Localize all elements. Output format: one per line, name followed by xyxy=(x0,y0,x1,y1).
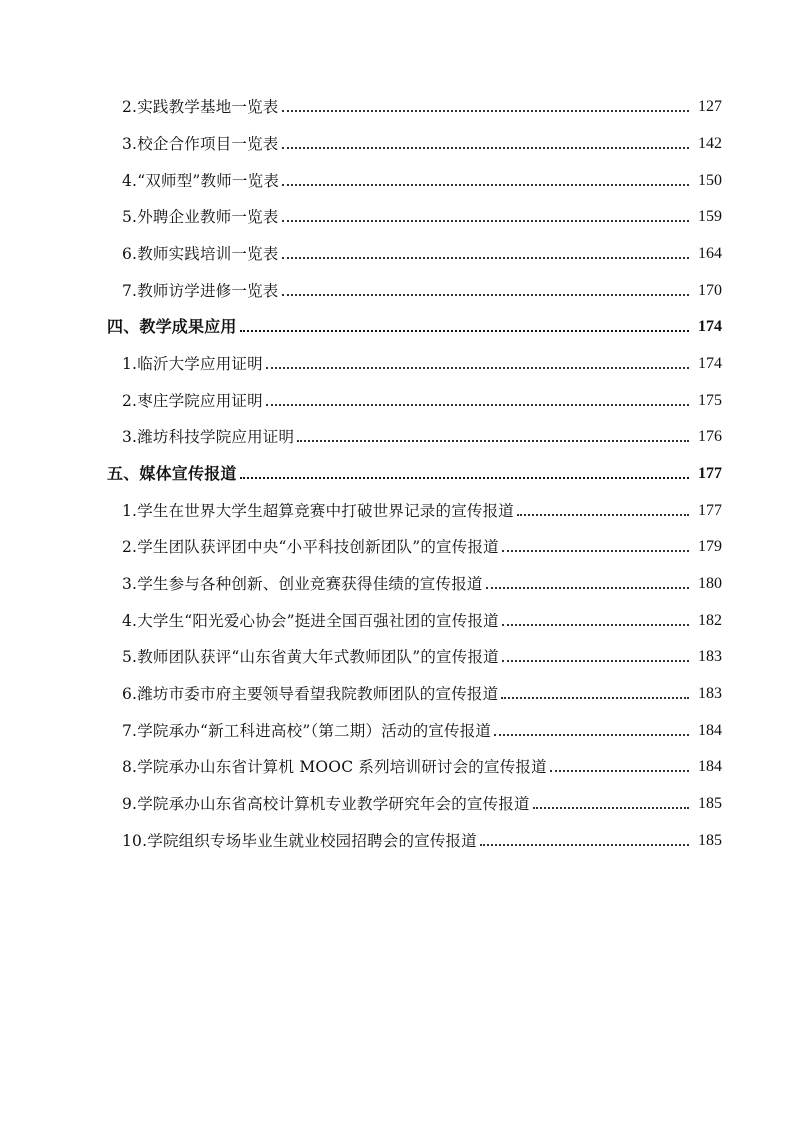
toc-entry-page: 174 xyxy=(698,355,722,372)
toc-entry[interactable] xyxy=(0,276,799,306)
dot-leader xyxy=(266,403,689,406)
toc-entry-title: 2.实践教学基地一览表 xyxy=(122,98,279,116)
toc-entry[interactable] xyxy=(0,826,799,856)
toc-section[interactable] xyxy=(0,312,799,342)
toc-entry-title: 5.外聘企业教师一览表 xyxy=(122,208,279,226)
toc-entry[interactable] xyxy=(0,239,799,269)
toc-entry-page: 150 xyxy=(698,172,722,189)
toc-entry[interactable] xyxy=(0,496,799,526)
toc-entry[interactable] xyxy=(0,532,799,562)
dot-leader xyxy=(480,843,689,846)
toc-entry[interactable] xyxy=(0,166,799,196)
toc-entry-title: 9.学院承办山东省高校计算机专业教学研究年会的宣传报道 xyxy=(122,795,530,813)
dot-leader xyxy=(282,293,690,296)
toc-entry-page: 185 xyxy=(698,832,722,849)
toc-entry[interactable] xyxy=(0,129,799,159)
toc-entry[interactable] xyxy=(0,716,799,746)
dot-leader xyxy=(517,513,689,516)
toc-entry[interactable] xyxy=(0,679,799,709)
toc-entry-title: 4.大学生“阳光爱心协会”挺进全国百强社团的宣传报道 xyxy=(122,612,499,630)
toc-section-title: 五、媒体宣传报道 xyxy=(107,464,237,483)
toc-entry-page: 176 xyxy=(698,428,722,445)
toc-entry[interactable] xyxy=(0,386,799,416)
toc-entry-page: 142 xyxy=(698,135,722,152)
toc-entry-page: 184 xyxy=(698,722,722,739)
dot-leader xyxy=(282,219,690,222)
toc-entry-page: 127 xyxy=(698,98,722,115)
toc-entry[interactable] xyxy=(0,349,799,379)
toc-entry-page: 183 xyxy=(698,648,722,665)
toc-entry-page: 180 xyxy=(698,575,722,592)
toc-entry[interactable] xyxy=(0,569,799,599)
toc-entry[interactable] xyxy=(0,202,799,232)
dot-leader xyxy=(550,769,689,772)
toc-entry[interactable] xyxy=(0,789,799,819)
toc-entry-page: 164 xyxy=(698,245,722,262)
toc-entry-page: 185 xyxy=(698,795,722,812)
dot-leader xyxy=(282,183,689,186)
dot-leader xyxy=(486,586,689,589)
toc-entry-page: 184 xyxy=(698,758,722,775)
dot-leader xyxy=(494,733,689,736)
toc-entry-title: 8.学院承办山东省计算机 MOOC 系列培训研讨会的宣传报道 xyxy=(122,758,547,776)
dot-leader xyxy=(282,109,690,112)
toc-entry-page: 179 xyxy=(698,538,722,555)
dot-leader xyxy=(501,696,689,699)
toc-entry-title: 7.学院承办“新工科进高校”（第二期）活动的宣传报道 xyxy=(122,722,492,740)
dot-leader xyxy=(282,146,690,149)
toc-entry-title: 1.学生在世界大学生超算竞赛中打破世界记录的宣传报道 xyxy=(122,502,514,520)
toc-section-title: 四、教学成果应用 xyxy=(107,317,237,336)
dot-leader xyxy=(502,659,689,662)
toc-entry-page: 177 xyxy=(698,502,722,519)
toc-entry-title: 3.潍坊科技学院应用证明 xyxy=(122,428,295,446)
toc-section-page: 174 xyxy=(698,318,722,335)
toc-entry-title: 10.学院组织专场毕业生就业校园招聘会的宣传报道 xyxy=(122,832,477,850)
dot-leader xyxy=(266,366,689,369)
toc-entry-page: 182 xyxy=(698,612,722,629)
toc-entry-page: 175 xyxy=(698,392,722,409)
toc-section-page: 177 xyxy=(698,465,722,482)
toc-entry-page: 183 xyxy=(698,685,722,702)
toc-entry-title: 3.学生参与各种创新、创业竞赛获得佳绩的宣传报道 xyxy=(122,575,483,593)
dot-leader xyxy=(282,256,690,259)
toc-entry-page: 170 xyxy=(698,282,722,299)
dot-leader xyxy=(240,476,689,479)
dot-leader xyxy=(297,439,689,442)
dot-leader xyxy=(533,806,689,809)
toc-entry[interactable] xyxy=(0,606,799,636)
dot-leader xyxy=(502,623,689,626)
toc-entry-title: 2.枣庄学院应用证明 xyxy=(122,392,263,410)
dot-leader xyxy=(240,329,689,332)
toc-entry-title: 6.潍坊市委市府主要领导看望我院教师团队的宣传报道 xyxy=(122,685,499,703)
toc-entry-title: 1.临沂大学应用证明 xyxy=(122,355,263,373)
toc-entry-page: 159 xyxy=(698,208,722,225)
toc-entry-title: 2.学生团队获评团中央“小平科技创新团队”的宣传报道 xyxy=(122,538,499,556)
toc-entry-title: 6.教师实践培训一览表 xyxy=(122,245,279,263)
toc-entry[interactable] xyxy=(0,92,799,122)
dot-leader xyxy=(502,549,689,552)
toc-entry-title: 5.教师团队获评“山东省黄大年式教师团队”的宣传报道 xyxy=(122,648,499,666)
toc-entry[interactable] xyxy=(0,422,799,452)
toc-entry-title: 7.教师访学进修一览表 xyxy=(122,282,279,300)
toc-entry-title: 4.“双师型”教师一览表 xyxy=(122,172,280,190)
toc-section[interactable] xyxy=(0,459,799,489)
toc-entry-title: 3.校企合作项目一览表 xyxy=(122,135,279,153)
toc-entry[interactable] xyxy=(0,642,799,672)
toc-entry[interactable] xyxy=(0,752,799,782)
